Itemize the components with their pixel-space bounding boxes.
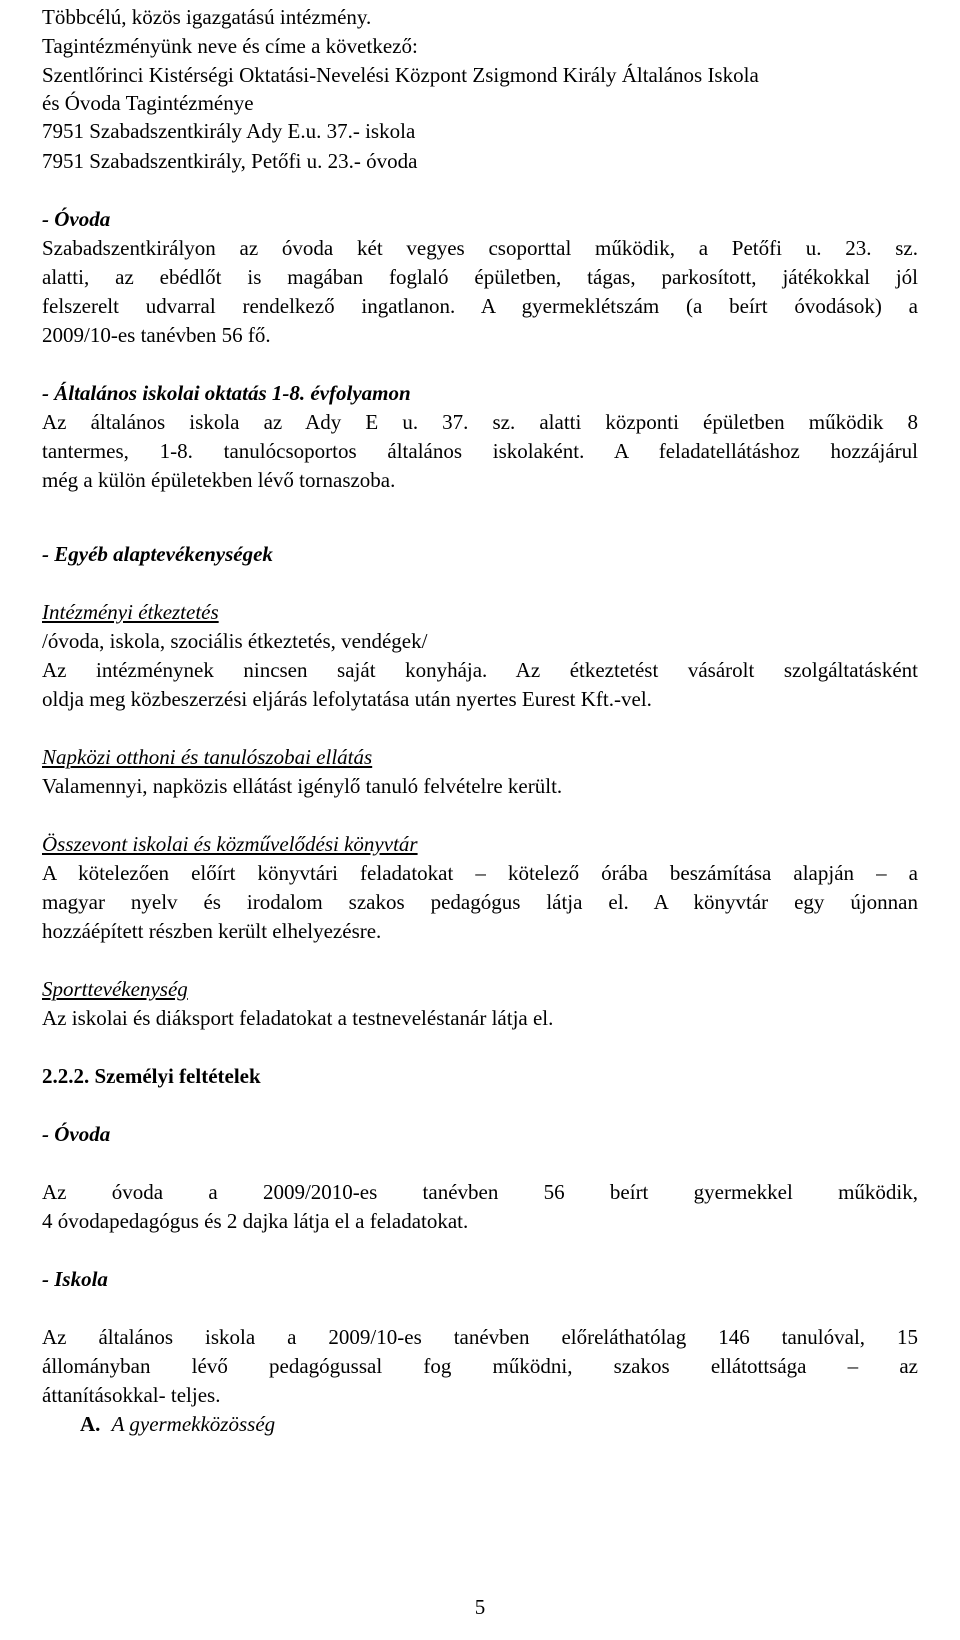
napkozi-title: Napközi otthoni és tanulószobai ellátás	[42, 745, 373, 769]
szemelyi-iskola-line-3: áttanításokkal- teljes.	[42, 1383, 221, 1407]
ovoda-line-3: felszerelt udvarral rendelkező ingatlanon. A gyermeklétszám (a beírt óvodások) a	[42, 294, 918, 318]
subsection-title: A gyermekközösség	[111, 1412, 276, 1436]
intro-line-2: Tagintézményünk neve és címe a következő:	[42, 34, 418, 58]
iskola-line-2: tantermes, 1-8. tanulócsoportos általános iskolaként. A feladatellátáshoz hozzájárul	[42, 439, 918, 463]
konyvtar-line-3: hozzáépített részben került elhelyezésre.	[42, 919, 382, 943]
intro-line-6: 7951 Szabadszentkirály, Petőfi u. 23.- óvoda	[42, 149, 418, 173]
subsection-heading	[80, 1411, 680, 1437]
ovoda-line-1: Szabadszentkirályon az óvoda két vegyes csoporttal működik, a Petőfi u. 23. sz.	[42, 236, 918, 260]
konyvtar-title: Összevont iskolai és közművelődési könyvtár	[42, 832, 418, 856]
szemelyi-ovoda-heading: - Óvoda	[42, 1122, 111, 1146]
sport-title: Sporttevékenység	[42, 977, 188, 1001]
szemelyi-iskola-line-2: állományban lévő pedagógussal fog működni, szakos ellátottsága – az	[42, 1354, 918, 1378]
subsection-letter: A.	[80, 1412, 101, 1436]
intro-line-4: és Óvoda Tagintézménye	[42, 91, 254, 115]
szemelyi-iskola-heading: - Iskola	[42, 1267, 108, 1291]
iskola-heading: - Általános iskolai oktatás 1-8. évfolyamon	[42, 381, 411, 405]
szemelyi-ovoda-line-2: 4 óvodapedagógus és 2 dajka látja el a feladatokat.	[42, 1209, 469, 1233]
page-number: 5	[474, 1595, 486, 1619]
sport-line-1: Az iskolai és diáksport feladatokat a testneveléstanár látja el.	[42, 1006, 554, 1030]
etkeztetes-line-3: oldja meg közbeszerzési eljárás lefolytatása után nyertes Eurest Kft.-vel.	[42, 687, 652, 711]
szemelyi-ovoda-line-1: Az óvoda a 2009/2010-es tanévben 56 beírt gyermekkel működik,	[42, 1180, 918, 1204]
ovoda-line-2: alatti, az ebédlőt is magában foglaló épületben, tágas, parkosított, játékokkal jól	[42, 265, 918, 289]
intro-line-5: 7951 Szabadszentkirály Ady E.u. 37.- iskola	[42, 119, 416, 143]
etkeztetes-title: Intézményi étkeztetés	[42, 600, 219, 624]
intro-line-3: Szentlőrinci Kistérségi Oktatási-Nevelési Központ Zsigmond Király Általános Iskola	[42, 63, 759, 87]
konyvtar-line-2: magyar nyelv és irodalom szakos pedagógus látja el. A könyvtár egy újonnan	[42, 890, 918, 914]
konyvtar-line-1: A kötelezően előírt könyvtári feladatokat – kötelező órába beszámítása alapján – a	[42, 861, 918, 885]
ovoda-line-4: 2009/10-es tanévben 56 fő.	[42, 323, 271, 347]
iskola-line-3: még a külön épületekben lévő tornaszoba.	[42, 468, 396, 492]
intro-line-1: Többcélú, közös igazgatású intézmény.	[42, 5, 372, 29]
szemelyi-heading: 2.2.2. Személyi feltételek	[42, 1064, 261, 1088]
iskola-line-1: Az általános iskola az Ady E u. 37. sz. alatti központi épületben működik 8	[42, 410, 918, 434]
napkozi-line-1: Valamennyi, napközis ellátást igénylő tanuló felvételre került.	[42, 774, 563, 798]
egyeb-heading: - Egyéb alaptevékenységek	[42, 542, 273, 566]
etkeztetes-line-2: Az intézménynek nincsen saját konyhája. Az étkeztetést vásárolt szolgáltatásként	[42, 658, 918, 682]
szemelyi-iskola-line-1: Az általános iskola a 2009/10-es tanévben előreláthatólag 146 tanulóval, 15	[42, 1325, 918, 1349]
etkeztetes-line-1: /óvoda, iskola, szociális étkeztetés, vendégek/	[42, 629, 428, 653]
ovoda-heading: - Óvoda	[42, 207, 111, 231]
